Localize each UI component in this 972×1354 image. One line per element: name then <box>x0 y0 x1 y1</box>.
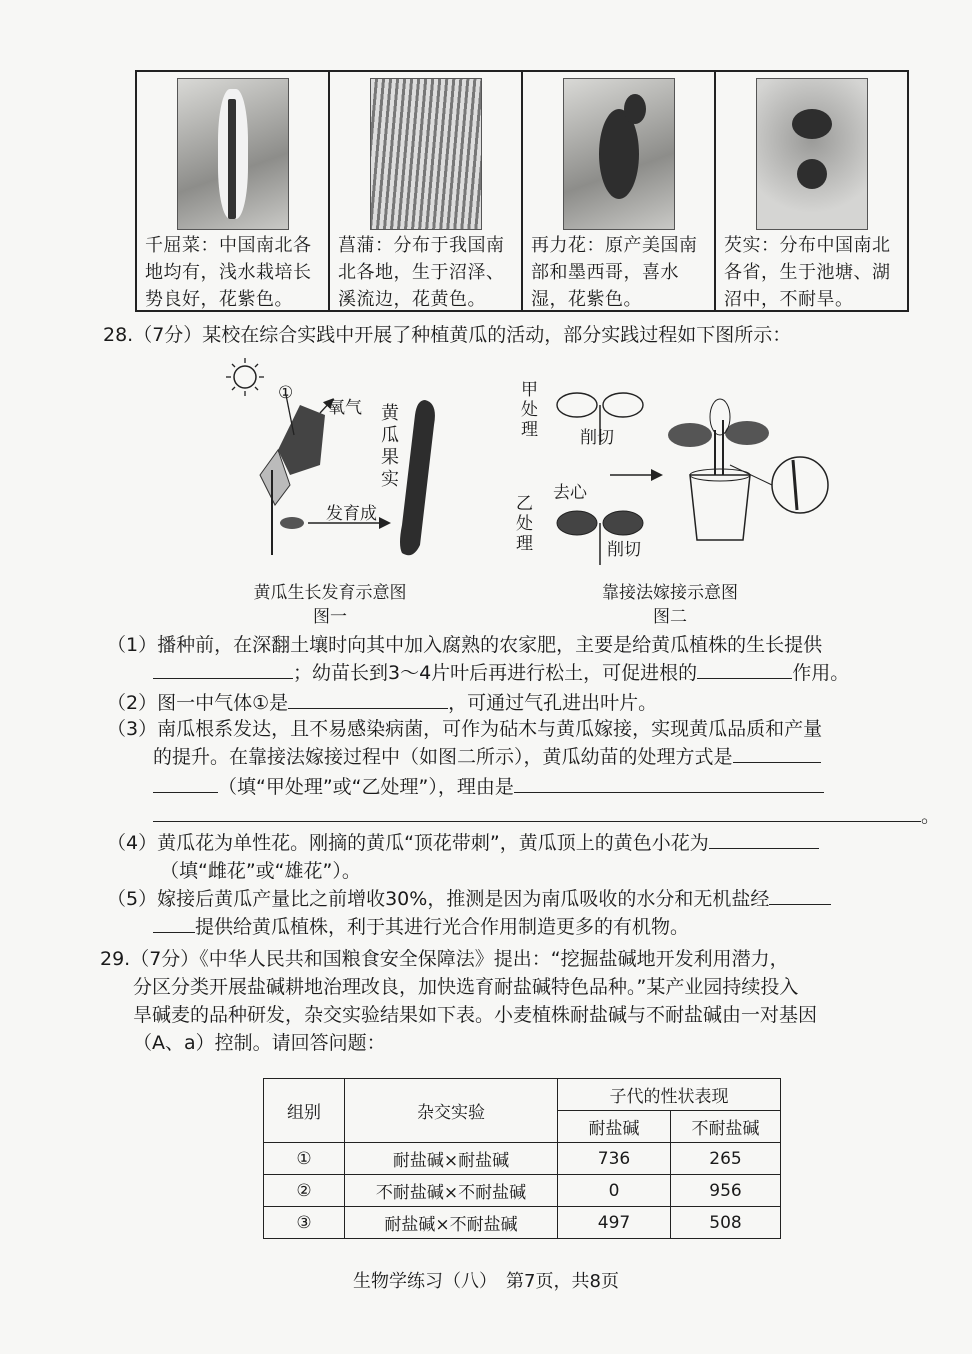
answer-blank[interactable] <box>153 774 218 793</box>
q28-3-line2: 的提升。在靠接法嫁接过程中（如图二所示），黄瓜幼苗的处理方式是 <box>153 742 821 772</box>
fig1-num: 图一 <box>313 607 347 627</box>
plant-desc: 再力花：原产美国南部和墨西哥，喜水湿，花紫色。 <box>531 235 698 310</box>
q28-3-line1: （3）南瓜根系发达，且不易感染病菌，可作为砧木与黄瓜嫁接，实现黄瓜品质和产量 <box>107 718 823 740</box>
cell-group: ③ <box>264 1207 345 1239</box>
fig2-cut1-label: 削切 <box>580 428 614 448</box>
plant-table <box>135 70 909 312</box>
answer-blank[interactable] <box>153 914 195 933</box>
fig2-cut2-label: 削切 <box>607 540 641 560</box>
q29-line4: （A、a）控制。请回答问题： <box>133 1032 386 1054</box>
fig1-marker: ① <box>278 383 294 403</box>
q28-1-line2: ；幼苗长到3～4片叶后再进行松土，可促进根的 作用。 <box>153 658 849 688</box>
answer-blank[interactable] <box>697 660 792 679</box>
cell-intolerant: 508 <box>671 1207 781 1239</box>
q29-line1: 29.（7分）《中华人民共和国粮食安全保障法》提出：“挖掘盐碱地开发利用潜力， <box>100 948 789 970</box>
answer-blank[interactable] <box>153 803 921 822</box>
q28-5-line2: 提供给黄瓜植株，利于其进行光合作用制造更多的有机物。 <box>153 912 689 942</box>
cucumber-plant-icon <box>260 395 332 555</box>
plant-desc: 千屈菜：中国南北各地均有，浅水栽培长势良好，花紫色。 <box>145 235 312 310</box>
magnified-graft-icon <box>730 457 828 513</box>
q28-4-line1: （4）黄瓜花为单性花。刚摘的黄瓜“顶花带刺”，黄瓜顶上的黄色小花为 <box>107 828 819 858</box>
cell-tolerant: 0 <box>558 1175 671 1207</box>
plant-photo-zailihua <box>563 78 675 230</box>
q29-line3: 旱碱麦的品种研发，杂交实验结果如下表。小麦植株耐盐碱与不耐盐碱由一对基因 <box>133 1004 818 1026</box>
table-row <box>264 1207 781 1239</box>
plant-desc: 菖蒲：分布于我国南北各地，生于沼泽、溪流边，花黄色。 <box>338 235 505 310</box>
plant-desc: 芡实：分布中国南北各省，生于池塘、湖沼中，不耐旱。 <box>724 235 891 310</box>
header-group: 组别 <box>264 1079 345 1143</box>
answer-blank[interactable] <box>709 830 819 849</box>
plant-cell <box>330 72 523 310</box>
header-intolerant: 不耐盐碱 <box>671 1111 781 1143</box>
fig2-quxin-label: 去心 <box>553 483 587 503</box>
answer-blank[interactable] <box>153 660 293 679</box>
fig2-yi-label: 乙处理 <box>516 494 533 554</box>
answer-blank[interactable] <box>288 690 448 709</box>
cell-group: ② <box>264 1175 345 1207</box>
sun-icon <box>226 358 264 396</box>
cross-result-table <box>263 1078 781 1239</box>
answer-blank[interactable] <box>733 744 821 763</box>
plant-photo-changpu <box>370 78 482 230</box>
header-offspring: 子代的性状表现 <box>558 1079 781 1111</box>
table-row <box>264 1143 781 1175</box>
fig1-title: 黄瓜生长发育示意图 <box>253 583 407 603</box>
plant-cell <box>523 72 716 310</box>
answer-blank[interactable] <box>514 774 824 793</box>
table-row <box>264 1175 781 1207</box>
q28-4-line2: （填“雌花”或“雄花”）。 <box>160 860 361 882</box>
fig2-title: 靠接法嫁接示意图 <box>602 583 738 603</box>
header-tolerant: 耐盐碱 <box>558 1111 671 1143</box>
q28-2-line: （2）图一中气体①是 ，可通过气孔进出叶片。 <box>107 692 658 714</box>
fig1-fruit-label: 黄瓜果实 <box>381 403 399 490</box>
fig2-jia-label: 甲处理 <box>521 380 538 440</box>
cell-tolerant: 497 <box>558 1207 671 1239</box>
fig1-gas-label: 氧气 <box>328 398 362 418</box>
fig2-num: 图二 <box>653 607 687 627</box>
q28-3-line4: 。 <box>153 801 940 831</box>
figure-2-diagram <box>515 375 835 570</box>
plant-photo-qianshi <box>756 78 868 230</box>
plant-photo-qianqucai <box>177 78 289 230</box>
q28-stem: 28.（7分）某校在综合实践中开展了种植黄瓜的活动，部分实践过程如下图所示： <box>103 324 792 346</box>
plant-cell <box>716 72 907 310</box>
cell-group: ① <box>264 1143 345 1175</box>
cell-intolerant: 265 <box>671 1143 781 1175</box>
q28-5-line1: （5）嫁接后黄瓜产量比之前增收30%，推测是因为南瓜吸收的水分和无机盐经 <box>107 884 831 914</box>
cell-intolerant: 956 <box>671 1175 781 1207</box>
figure-1-diagram <box>220 355 460 570</box>
q28-1-line1: （1）播种前，在深翻土壤时向其中加入腐熟的农家肥，主要是给黄瓜植株的生长提供 <box>107 634 823 656</box>
grafted-pot-icon <box>668 399 769 540</box>
plant-cell <box>137 72 330 310</box>
fig1-develop-label: 发育成 <box>326 504 377 524</box>
page-footer: 生物学练习（八） 第7页，共8页 <box>353 1271 619 1292</box>
header-cross: 杂交实验 <box>345 1079 558 1143</box>
cell-cross: 耐盐碱×不耐盐碱 <box>345 1207 558 1239</box>
cell-tolerant: 736 <box>558 1143 671 1175</box>
q28-3-line3: （填“甲处理”或“乙处理”），理由是 <box>153 772 824 802</box>
cell-cross: 耐盐碱×耐盐碱 <box>345 1143 558 1175</box>
q29-line2: 分区分类开展盐碱耕地治理改良，加快选育耐盐碱特色品种。”某产业园持续投入 <box>133 976 799 998</box>
cell-cross: 不耐盐碱×不耐盐碱 <box>345 1175 558 1207</box>
cucumber-fruit-icon <box>400 400 435 555</box>
answer-blank[interactable] <box>769 886 831 905</box>
